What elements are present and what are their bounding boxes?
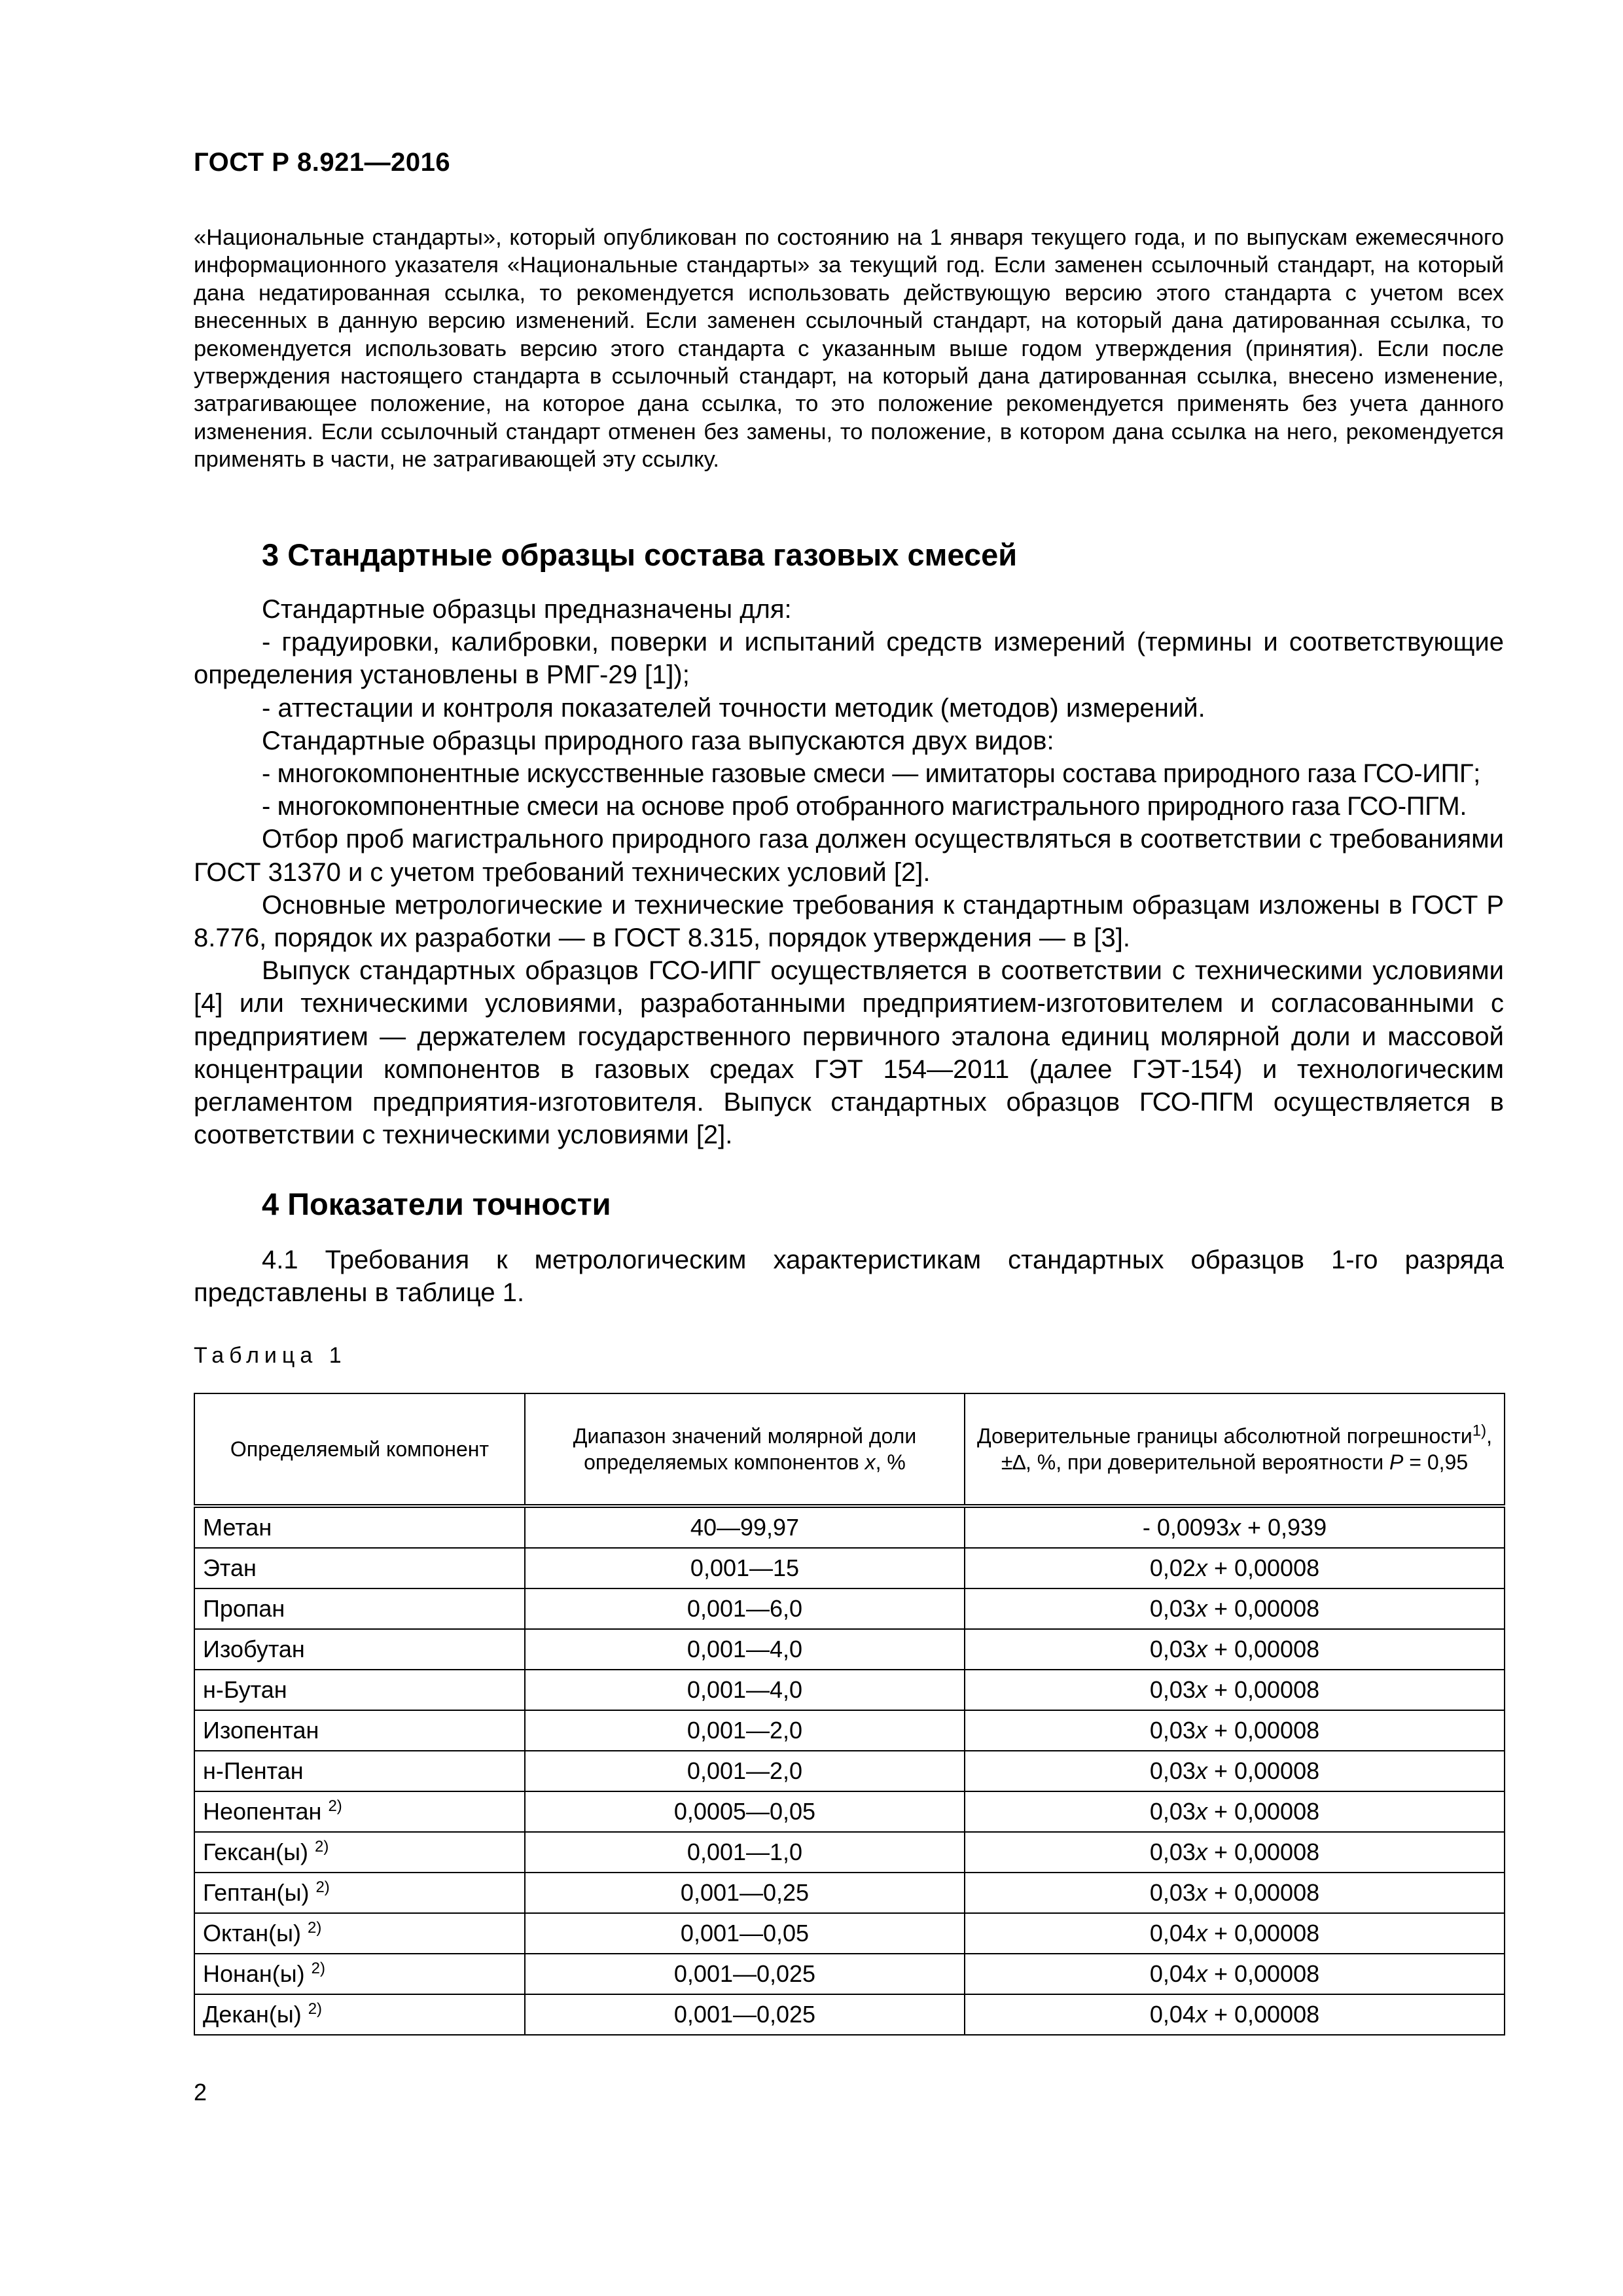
table-row: [194, 1629, 1505, 1670]
error-offset: + 0,00008: [1207, 1757, 1320, 1784]
header-component: [194, 1393, 525, 1506]
error-coef: 0,03: [1149, 1676, 1196, 1703]
header-range-unit: , %: [875, 1450, 906, 1474]
component-name: Метан: [203, 1514, 272, 1541]
range-value: 0,001—0,025: [673, 1960, 816, 1987]
s3-paragraph: - аттестации и контроля показателей точности методик (методов) измерений.: [262, 693, 1205, 723]
component-footnote: 2): [308, 1919, 322, 1937]
error-coef: 0,02: [1149, 1554, 1196, 1581]
table-row: [194, 1913, 1505, 1954]
table-row: [194, 1506, 1505, 1548]
table-row: [194, 1994, 1505, 2035]
table-row: [194, 1954, 1505, 1994]
cell-error: [965, 1873, 1505, 1913]
cell-component: [194, 1670, 525, 1710]
table-row: [194, 1791, 1505, 1832]
intro-text: «Национальные стандарты», который опубликован по состоянию на 1 января текущего года, и по выпускам ежемесячного информационного указателя «Национальные стандарты» за текущий год. Если заменен ссылочный стандарт, на который дана недатированная ссылка, то рекомендуется использовать действующую версию этого стандарта с учетом всех внесенных в данную версию изменений. Если заменен ссылочный стандарт, на который дана датированная ссылка, то рекомендуется использовать версию этого стандарта с указанным выше годом утверждения (принятия). Если после утверждения настоящего стандарта в ссылочный стандарт, на который дана датированная ссылка, внесено изменение, затрагивающее положение, на которое дана ссылка, то это положение рекомендуется применять без учета данного изменения. Если ссылочный стандарт отменен без замены, то положение, в котором дана ссылка на него, рекомендуется применять в части, не затрагивающей эту ссылку.: [194, 225, 1504, 473]
page-number: 2: [194, 2079, 207, 2106]
component-name: Декан(ы): [203, 2001, 308, 2028]
error-var: x: [1228, 1514, 1241, 1541]
s3-paragraph: Выпуск стандартных образцов ГСО-ИПГ осуществляется в соответствии с техническими условиями [4] или техническими условиями, разработанными предприятием-изготовителем и согласованными с предприятием — держателем государственного первичного эталона единиц молярной доли и массовой концентрации компонентов в газовых средах ГЭТ 154—2011 (далее ГЭТ-154) и технологическим регламентом предприятия-изготовителя. Выпуск стандартных образцов ГСО-ПГМ осуществляется в соответствии с техническими условиями [2].: [194, 956, 1504, 1150]
table-caption: Таблица 1: [194, 1343, 347, 1368]
range-value: 0,001—2,0: [687, 1757, 803, 1784]
s3-paragraph: - градуировки, калибровки, поверки и испытаний средств измерений (термины и соответствующие определения установлены в РМГ-29 [1]);: [194, 628, 1504, 690]
cell-range: [525, 1994, 965, 2035]
s3-paragraph: Основные метрологические и технические требования к стандартным образцам изложены в ГОСТ Р 8.776, порядок их разработки — в ГОСТ 8.315, порядок утверждения — в [3].: [194, 890, 1504, 953]
error-offset: + 0,00008: [1207, 1717, 1320, 1744]
error-var: x: [1195, 1636, 1207, 1662]
error-var: x: [1195, 1798, 1207, 1825]
component-name: Нонан(ы): [203, 1960, 312, 1987]
cell-error: [965, 1670, 1505, 1710]
cell-range: [525, 1629, 965, 1670]
error-coef: 0,04: [1149, 2001, 1196, 2028]
component-name: Изобутан: [203, 1636, 305, 1662]
s3-paragraph: - многокомпонентные смеси на основе проб отобранного магистрального природного газа ГСО-ПГМ.: [262, 792, 1467, 821]
table-row: [194, 1832, 1505, 1873]
error-coef: 0,03: [1149, 1595, 1196, 1622]
error-offset: + 0,00008: [1207, 1676, 1320, 1703]
section-4-title: 4 Показатели точности: [262, 1187, 611, 1221]
cell-component: [194, 1791, 525, 1832]
error-coef: 0,03: [1149, 1636, 1196, 1662]
cell-component: [194, 1751, 525, 1791]
cell-error: [965, 1994, 1505, 2035]
cell-component: [194, 1873, 525, 1913]
range-value: 0,001—0,05: [680, 1920, 810, 1946]
table-row: [194, 1548, 1505, 1588]
component-footnote: 2): [315, 1838, 329, 1856]
s3-paragraph: Стандартные образцы предназначены для:: [262, 595, 792, 624]
cell-range: [525, 1791, 965, 1832]
component-name: Гексан(ы): [203, 1839, 315, 1865]
range-value: 0,001—4,0: [687, 1676, 803, 1703]
cell-error: [965, 1588, 1505, 1629]
error-offset: + 0,00008: [1207, 1554, 1320, 1581]
error-coef: 0,03: [1149, 1798, 1196, 1825]
error-offset: + 0,00008: [1207, 1595, 1320, 1622]
intro-paragraph: [194, 224, 1504, 474]
error-var: x: [1195, 1839, 1207, 1865]
cell-range: [525, 1506, 965, 1548]
component-footnote: 2): [308, 2000, 323, 2018]
cell-error: [965, 1548, 1505, 1588]
header-component-text: Определяемый компонент: [230, 1437, 490, 1461]
cell-range: [525, 1954, 965, 1994]
error-coef: 0,04: [1149, 1920, 1196, 1946]
table-row: [194, 1710, 1505, 1751]
error-offset: + 0,00008: [1207, 1636, 1320, 1662]
range-value: 0,001—0,025: [673, 2001, 816, 2028]
range-value: 0,001—15: [690, 1554, 800, 1581]
error-var: x: [1195, 1676, 1207, 1703]
error-coef: 0,03: [1149, 1879, 1196, 1906]
component-name: Неопентан: [203, 1798, 329, 1825]
error-var: x: [1195, 1595, 1207, 1622]
cell-range: [525, 1670, 965, 1710]
range-value: 0,001—2,0: [687, 1717, 803, 1744]
cell-range: [525, 1832, 965, 1873]
component-name: Изопентан: [203, 1717, 319, 1744]
table-row: [194, 1670, 1505, 1710]
s3-paragraph: Отбор проб магистрального природного газа должен осуществляться в соответствии с требованиями ГОСТ 31370 и с учетом требований технических условий [2].: [194, 825, 1504, 887]
header-error-text-c: = 0,95: [1403, 1450, 1469, 1474]
component-footnote: 2): [311, 1960, 325, 1977]
s4-paragraph: 4.1 Требования к метрологическим характеристикам стандартных образцов 1-го разряда представлены в таблице 1.: [194, 1246, 1504, 1308]
cell-component: [194, 1506, 525, 1548]
cell-error: [965, 1832, 1505, 1873]
cell-error: [965, 1913, 1505, 1954]
table-row: [194, 1751, 1505, 1791]
cell-error: [965, 1710, 1505, 1751]
error-offset: + 0,939: [1240, 1514, 1327, 1541]
cell-error: [965, 1629, 1505, 1670]
error-offset: + 0,00008: [1207, 2001, 1320, 2028]
s3-paragraph: Стандартные образцы природного газа выпускаются двух видов:: [262, 726, 1054, 755]
cell-component: [194, 1588, 525, 1629]
cell-component: [194, 1629, 525, 1670]
cell-range: [525, 1588, 965, 1629]
error-var: x: [1195, 1717, 1207, 1744]
range-value: 0,001—0,25: [680, 1879, 810, 1906]
section-4-body: [194, 1244, 1504, 1309]
component-footnote: 2): [328, 1797, 342, 1815]
table-row: [194, 1588, 1505, 1629]
header-range: [525, 1393, 965, 1506]
document-code: ГОСТ Р 8.921—2016: [194, 148, 451, 177]
cell-range: [525, 1710, 965, 1751]
header-error-var: P: [1389, 1450, 1404, 1474]
range-value: 0,0005—0,05: [673, 1798, 816, 1825]
error-var: x: [1195, 2001, 1207, 2028]
cell-error: [965, 1954, 1505, 1994]
error-offset: + 0,00008: [1207, 1920, 1320, 1946]
cell-component: [194, 1913, 525, 1954]
error-var: x: [1195, 1879, 1207, 1906]
error-var: x: [1195, 1920, 1207, 1946]
error-coef: 0,03: [1149, 1757, 1196, 1784]
component-name: Этан: [203, 1554, 257, 1581]
cell-range: [525, 1913, 965, 1954]
component-name: Октан(ы): [203, 1920, 308, 1946]
cell-range: [525, 1548, 965, 1588]
error-offset: + 0,00008: [1207, 1798, 1320, 1825]
error-coef: 0,04: [1149, 1960, 1196, 1987]
cell-error: [965, 1751, 1505, 1791]
error-coef: 0,03: [1149, 1839, 1196, 1865]
component-name: Пропан: [203, 1595, 285, 1622]
error-offset: + 0,00008: [1207, 1960, 1320, 1987]
cell-error: [965, 1506, 1505, 1548]
header-error: [965, 1393, 1505, 1506]
cell-component: [194, 1548, 525, 1588]
header-range-var: x: [865, 1450, 876, 1474]
error-offset: + 0,00008: [1207, 1839, 1320, 1865]
range-value: 40—99,97: [690, 1514, 800, 1541]
cell-range: [525, 1751, 965, 1791]
header-error-footnote: 1): [1472, 1422, 1487, 1440]
accuracy-table: [194, 1393, 1505, 2036]
header-error-text-a: Доверительные границы абсолютной погрешности: [976, 1424, 1472, 1448]
error-coef: - 0,0093: [1142, 1514, 1229, 1541]
range-value: 0,001—4,0: [687, 1636, 803, 1662]
cell-component: [194, 1954, 525, 1994]
cell-range: [525, 1873, 965, 1913]
cell-component: [194, 1710, 525, 1751]
header-range-text: Диапазон значений молярной доли определяемых компонентов: [573, 1424, 917, 1474]
error-var: x: [1195, 1960, 1207, 1987]
component-footnote: 2): [315, 1878, 330, 1896]
s3-paragraph: - многокомпонентные искусственные газовые смеси — имитаторы состава природного газа ГСО-ИПГ;: [262, 759, 1480, 789]
range-value: 0,001—6,0: [687, 1595, 803, 1622]
component-name: н-Пентан: [203, 1757, 304, 1784]
table-header-row: [194, 1393, 1505, 1506]
table-row: [194, 1873, 1505, 1913]
component-name: Гептан(ы): [203, 1879, 316, 1906]
error-var: x: [1195, 1757, 1207, 1784]
error-var: x: [1195, 1554, 1207, 1581]
error-offset: + 0,00008: [1207, 1879, 1320, 1906]
range-value: 0,001—1,0: [687, 1839, 803, 1865]
section-3-title: 3 Стандартные образцы состава газовых смесей: [262, 537, 1018, 572]
header-error-text-b: , ±∆, %, при доверительной вероятности: [1001, 1424, 1493, 1474]
component-name: н-Бутан: [203, 1676, 287, 1703]
cell-component: [194, 1832, 525, 1873]
section-3-body: [194, 593, 1504, 1151]
cell-component: [194, 1994, 525, 2035]
error-coef: 0,03: [1149, 1717, 1196, 1744]
cell-error: [965, 1791, 1505, 1832]
